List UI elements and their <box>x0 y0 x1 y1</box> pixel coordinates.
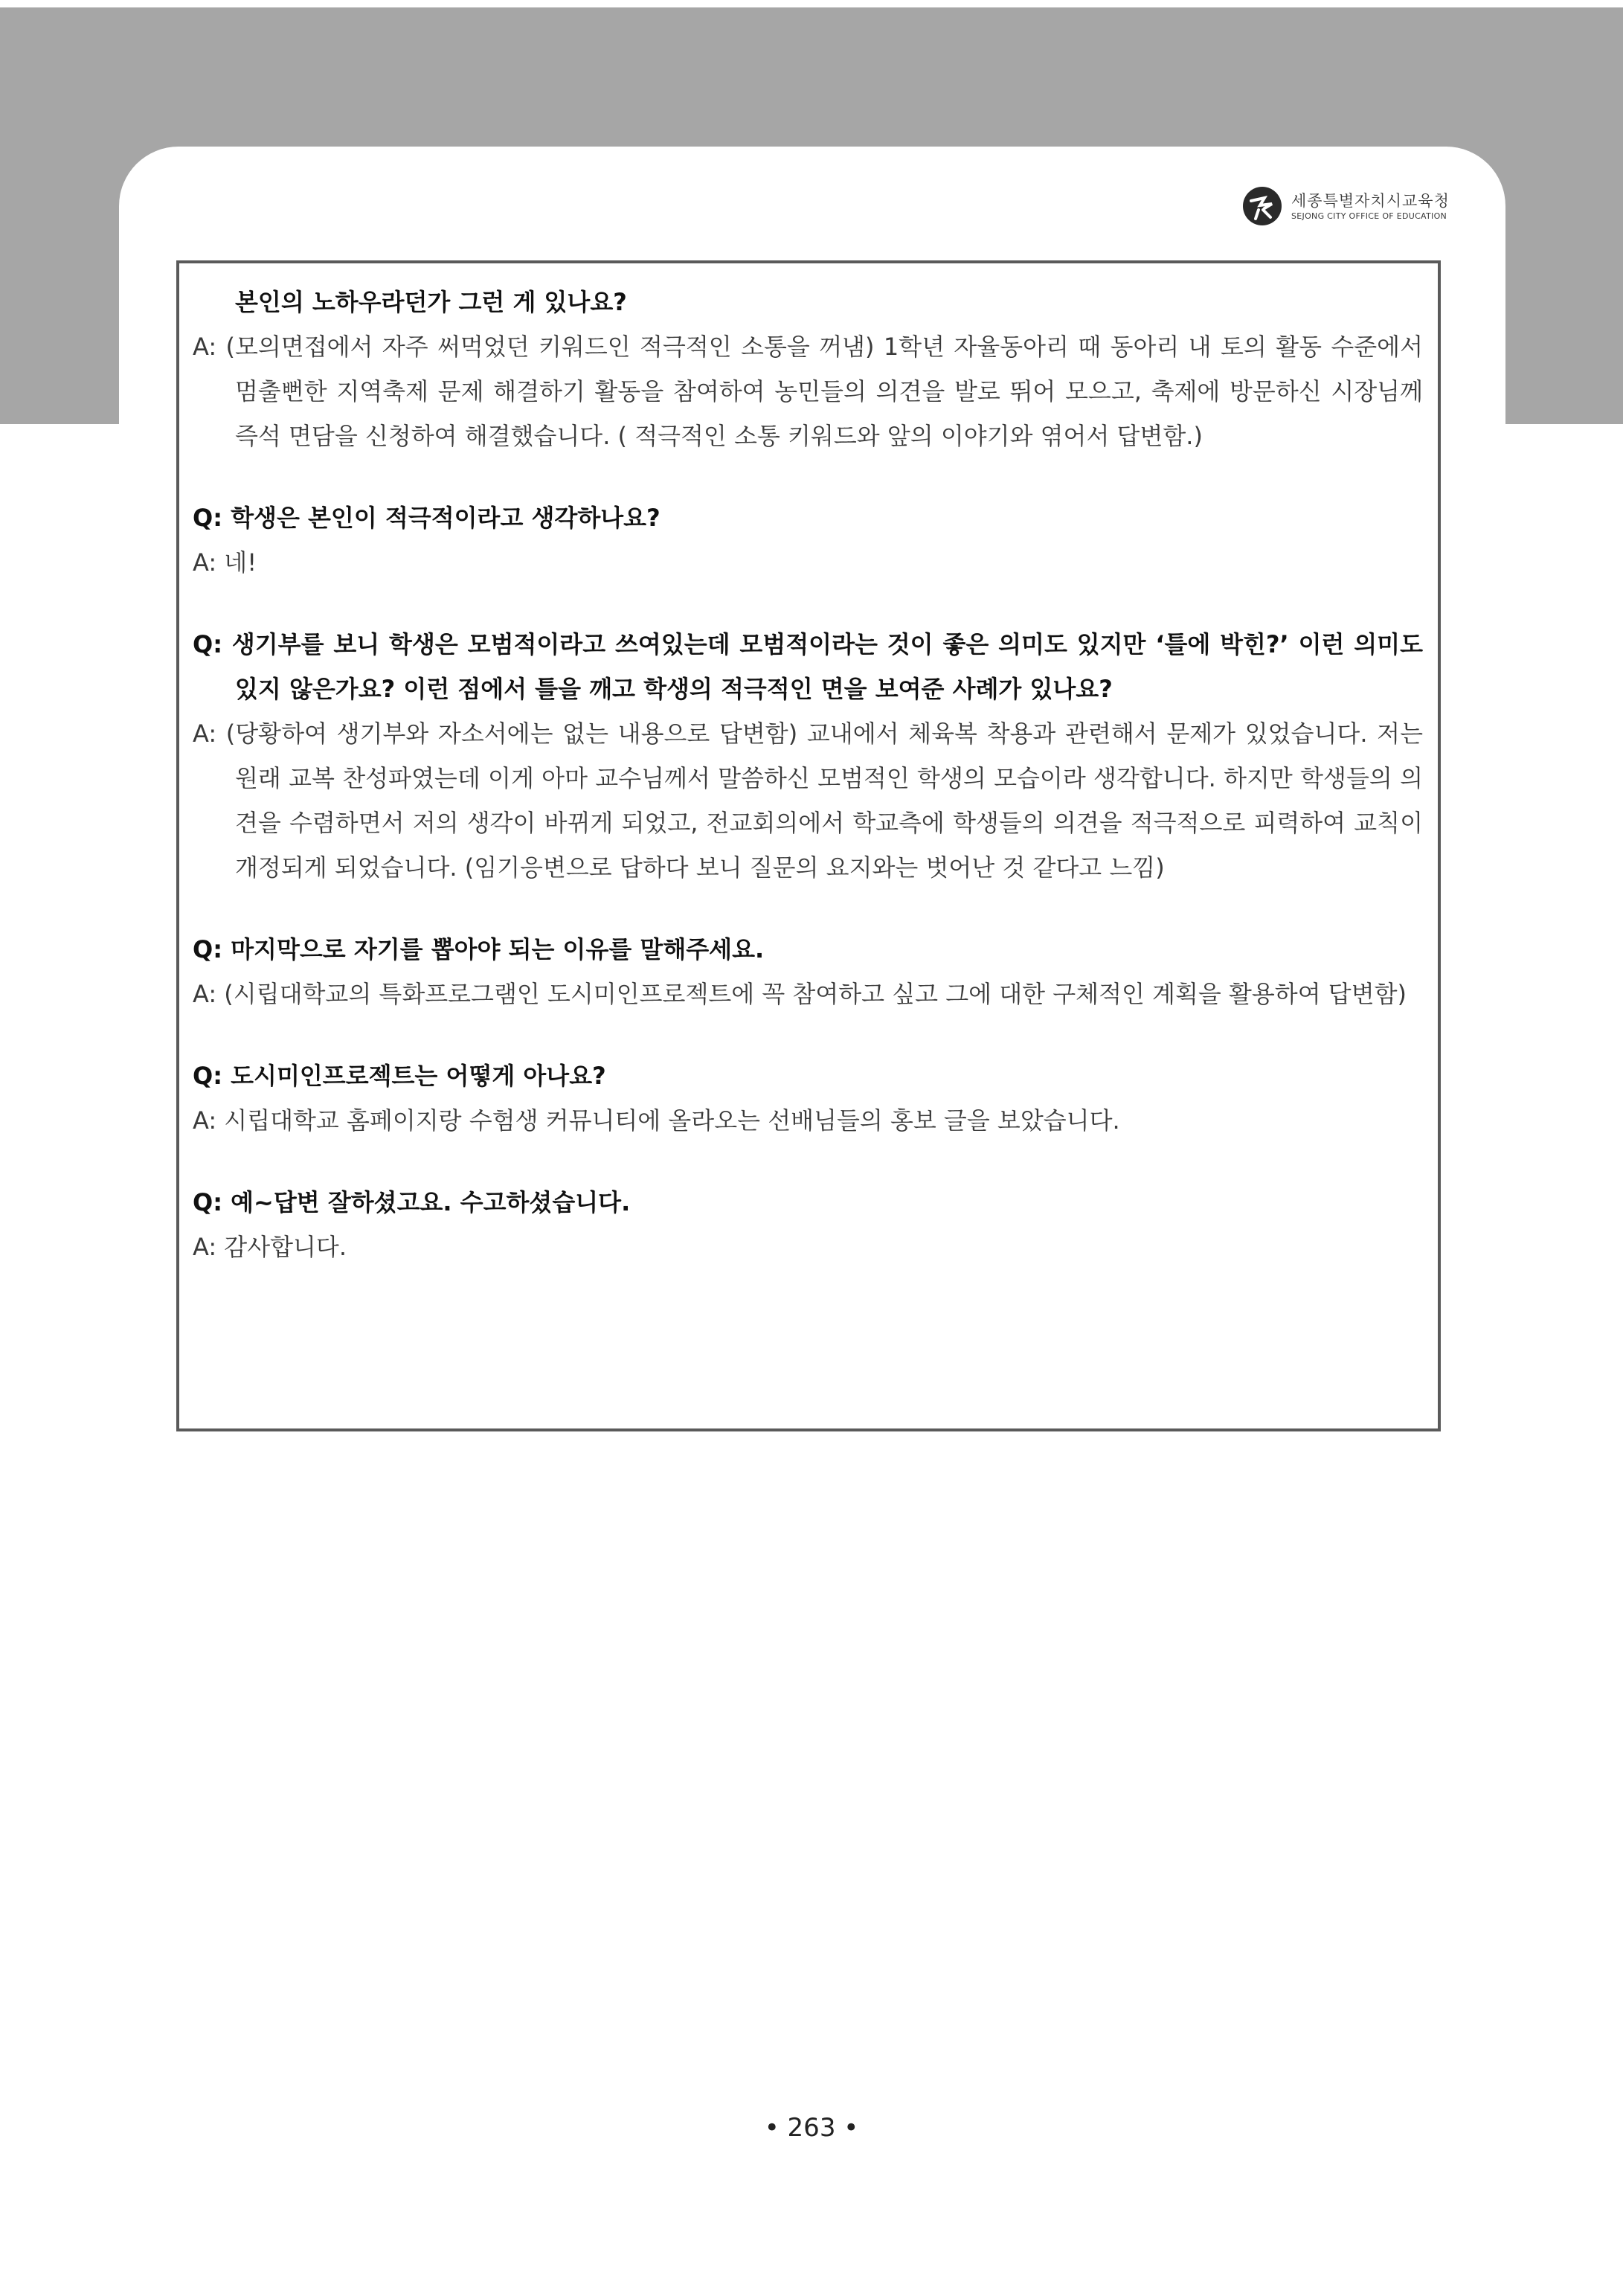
answer-2: A: 네! <box>193 548 257 577</box>
org-name: 세종특별자치시교육청 <box>1291 192 1450 210</box>
answer-4: A: (시립대학교의 특화프로그램인 도시미인프로젝트에 꼭 참여하고 싶고 그에 대한 구체적인 계획을 활용하여 답변함) <box>193 980 1407 1008</box>
answer-3: A: (당황하여 생기부와 자소서에는 없는 내용으로 답변함) 교내에서 체육복 착용과 관련해서 문제가 있었습니다. 저는 원래 교복 찬성파였는데 이게 아마 교수님께서 말씀하신 모범적인 학생의 모습이라 생각합니다. 하지만 학생들의 의견을 수렴하면서 저의 생각이 바뀌게 되었고, 전교회의에서 학교측에 학생들의 의견을 적극적으로 피력하여 교칙이 개정되게 되었습니다. (임기응변으로 답하다 보니 질문의 요지와는 벗어난 것 같다고 느낌) <box>193 719 1423 882</box>
question-4: Q: 마지막으로 자기를 뽑아야 되는 이유를 말해주세요. <box>193 935 765 963</box>
org-logo <box>1242 186 1540 231</box>
answer-5: A: 시립대학교 홈페이지랑 수험생 커뮤니티에 올라오는 선배님들의 홍보 글을 보았습니다. <box>193 1106 1120 1135</box>
question-2: Q: 학생은 본인이 적극적이라고 생각하나요? <box>193 504 661 532</box>
page-number: • 263 • <box>764 2113 859 2143</box>
answer-6: A: 감사합니다. <box>193 1233 347 1261</box>
interview-qa-box <box>176 260 1441 1431</box>
left-accent-bar <box>0 407 119 423</box>
question-3: Q: 생기부를 보니 학생은 모범적이라고 쓰여있는데 모범적이라는 것이 좋은 의미도 있지만 ‘틀에 박힌?’ 이런 의미도 있지 않은가요? 이런 점에서 틀을 깨고 학생의 적극적인 면을 보여준 사례가 있나요? <box>193 630 1423 703</box>
answer-1: A: (모의면접에서 자주 써먹었던 키워드인 적극적인 소통을 꺼냄) 1학년 자율동아리 때 동아리 내 토의 활동 수준에서 멈출뻔한 지역축제 문제 해결하기 활동을 참여하여 농민들의 의견을 발로 뛰어 모으고, 축제에 방문하신 시장님께 즉석 면담을 신청하여 해결했습니다. ( 적극적인 소통 키워드와 앞의 이야기와 엮어서 답변함.) <box>193 333 1423 450</box>
org-emblem-icon <box>1242 186 1282 226</box>
question-6: Q: 예~답변 잘하셨고요. 수고하셨습니다. <box>193 1188 631 1216</box>
org-name-en: SEJONG CITY OFFICE OF EDUCATION <box>1291 211 1447 221</box>
question-5: Q: 도시미인프로젝트는 어떻게 아나요? <box>193 1062 606 1090</box>
question-1: 본인의 노하우라던가 그런 게 있나요? <box>235 288 627 316</box>
right-accent-bar <box>1505 407 1623 423</box>
